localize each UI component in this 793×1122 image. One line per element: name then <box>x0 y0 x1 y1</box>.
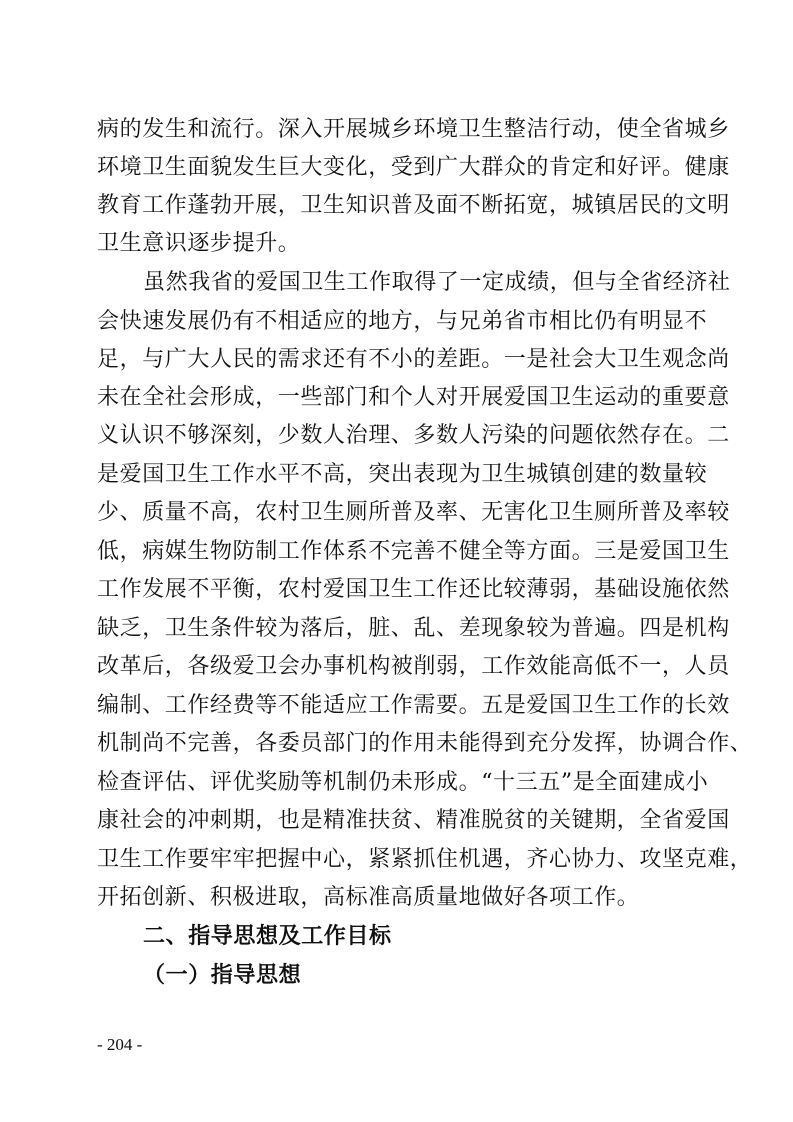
paragraph1-line-1: 病的发生和流行。深入开展城乡环境卫生整洁行动，使全省城乡 <box>97 117 730 142</box>
paragraph1-line-3: 教育工作蓬勃开展，卫生知识普及面不断拓宽，城镇居民的文明 <box>97 193 730 218</box>
paragraph1-line-4: 卫生意识逐步提升。 <box>97 231 301 256</box>
paragraph2-line-17: 开拓创新、积极进取，高标准高质量地做好各项工作。 <box>97 885 640 910</box>
paragraph2-line-11: 改革后，各级爱卫会办事机构被削弱，工作效能高低不一，人员 <box>97 654 730 679</box>
paragraph2-line-5: 义认识不够深刻，少数人治理、多数人污染的问题依然存在。二 <box>97 423 730 448</box>
paragraph2-line-10: 缺乏，卫生条件较为落后，脏、乱、差现象较为普遍。四是机构 <box>97 616 730 641</box>
paragraph2-line-13: 机制尚不完善，各委员部门的作用未能得到充分发挥，协调合作、 <box>97 731 753 756</box>
paragraph2-line-15: 康社会的冲刺期，也是精准扶贫、精准脱贫的关键期，全省爱国 <box>97 808 730 833</box>
paragraph2-line-14: 检查评估、评优奖励等机制仍未形成。“十三五”是全面建成小 <box>97 770 709 795</box>
paragraph2-line-1: 虽然我省的爱国卫生工作取得了一定成绩，但与全省经济社 <box>143 270 731 295</box>
paragraph2-line-12: 编制、工作经费等不能适应工作需要。五是爱国卫生工作的长效 <box>97 693 730 718</box>
paragraph1-line-2: 环境卫生面貌发生巨大变化，受到广大群众的肯定和好评。健康 <box>97 155 730 180</box>
paragraph2-line-6: 是爱国卫生工作水平不高，突出表现为卫生城镇创建的数量较 <box>97 462 708 487</box>
paragraph2-line-2: 会快速发展仍有不相适应的地方，与兄弟省市相比仍有明显不 <box>97 309 708 334</box>
paragraph2-line-8: 低，病媒生物防制工作体系不完善不健全等方面。三是爱国卫生 <box>97 539 730 564</box>
paragraph2-line-3: 足，与广大人民的需求还有不小的差距。一是社会大卫生观念尚 <box>97 347 730 372</box>
paragraph2-line-4: 未在全社会形成，一些部门和个人对开展爱国卫生运动的重要意 <box>97 385 730 410</box>
page-number: - 204 - <box>97 1035 143 1054</box>
paragraph2-line-9: 工作发展不平衡，农村爱国卫生工作还比较薄弱，基础设施依然 <box>97 577 730 602</box>
subsection-heading: （一）指导思想 <box>143 963 302 988</box>
paragraph2-line-16: 卫生工作要牢牢把握中心，紧紧抓住机遇，齐心协力、攻坚克难， <box>97 847 753 872</box>
paragraph2-line-7: 少、质量不高，农村卫生厕所普及率、无害化卫生厕所普及率较 <box>97 500 730 525</box>
section-heading: 二、指导思想及工作目标 <box>143 924 392 949</box>
